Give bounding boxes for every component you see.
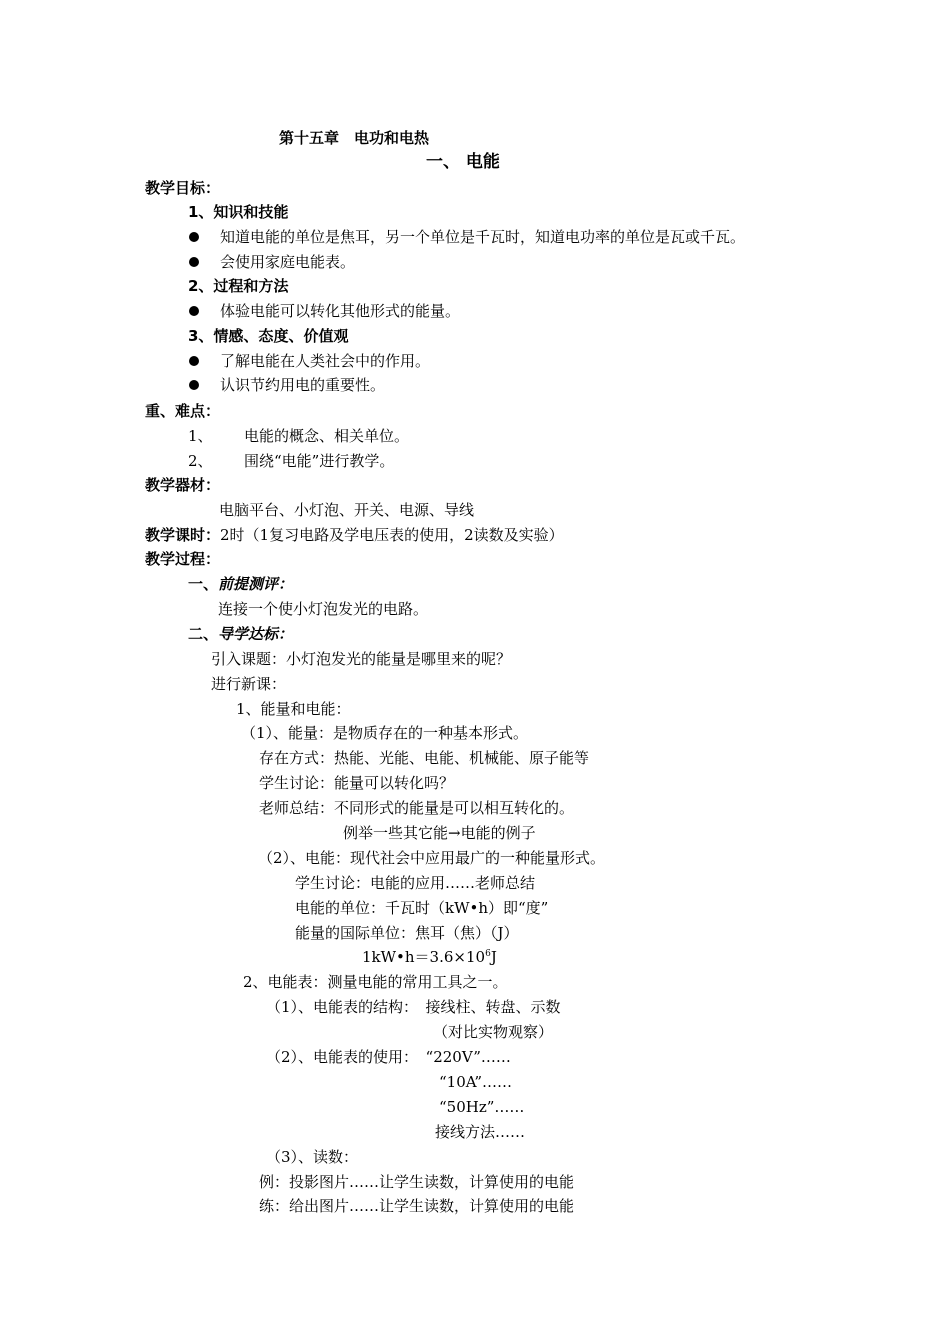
text-line: 电能的单位：千瓦时（kW•h）即“度” <box>295 899 549 917</box>
text-line: 例：投影图片……让学生读数，计算使用的电能 <box>259 1173 575 1191</box>
equipment-heading: 教学器材： <box>145 476 221 494</box>
key-point-number: 1、 <box>188 427 213 445</box>
objectives-heading: 教学目标： <box>145 179 221 197</box>
intro-line: 引入课题：小灯泡发光的能量是哪里来的呢？ <box>211 650 512 668</box>
text-line: 能量的国际单位：焦耳（焦）（J） <box>295 924 519 942</box>
key-point-text: 电能的概念、相关单位。 <box>244 427 410 445</box>
bullet-icon <box>189 356 199 366</box>
step-number: 二、 <box>188 625 219 643</box>
step-title: 导学达标： <box>218 625 294 643</box>
subtopic-reading: （3）、读数： <box>266 1148 359 1166</box>
step-text: 连接一个使小灯泡发光的电路。 <box>218 600 429 618</box>
text-line: 接线方法…… <box>435 1123 526 1141</box>
step-title: 前提测评： <box>218 575 294 593</box>
formula-base: 1kW•h＝3.6×10 <box>362 948 486 966</box>
objective-knowledge-heading: 1、知识和技能 <box>188 203 289 221</box>
process-step-1 <box>188 574 293 594</box>
topic-meter: 2、电能表：测量电能的常用工具之一。 <box>243 973 508 991</box>
bullet-icon <box>189 306 199 316</box>
formula-line <box>362 947 497 967</box>
formula-exponent: 6 <box>485 949 491 959</box>
process-heading: 教学过程： <box>145 550 221 568</box>
objective-values-heading: 3、情感、态度、价值观 <box>188 327 349 345</box>
objective-item: 会使用家庭电能表。 <box>220 253 356 271</box>
subtopic-meter-structure: （1）、电能表的结构： 接线柱、转盘、示数 <box>266 998 561 1016</box>
objective-item: 认识节约用电的重要性。 <box>220 376 386 394</box>
key-point-text: 围绕“电能”进行教学。 <box>244 452 395 470</box>
text-line: 例举一些其它能→电能的例子 <box>343 824 536 842</box>
topic-energy: 1、能量和电能： <box>236 700 351 718</box>
subtopic-meter-usage: （2）、电能表的使用： “220V”…… <box>266 1048 511 1066</box>
text-line: 学生讨论：电能的应用……老师总结 <box>295 874 536 892</box>
process-step-2 <box>188 624 293 644</box>
bullet-icon <box>189 232 199 242</box>
objective-process-heading: 2、过程和方法 <box>188 277 289 295</box>
text-line: 老师总结：不同形式的能量是可以相互转化的。 <box>259 799 575 817</box>
objective-item: 体验电能可以转化其他形式的能量。 <box>220 302 461 320</box>
chapter-title: 第十五章 电功和电热 <box>279 129 430 147</box>
hours-line <box>145 525 564 545</box>
objective-item: 了解电能在人类社会中的作用。 <box>220 352 431 370</box>
text-line: 存在方式：热能、光能、电能、机械能、原子能等 <box>259 749 590 767</box>
text-line: 学生讨论：能量可以转化吗？ <box>259 774 455 792</box>
text-line: （对比实物观察） <box>433 1023 554 1041</box>
equipment-text: 电脑平台、小灯泡、开关、电源、导线 <box>219 501 475 519</box>
bullet-icon <box>189 257 199 267</box>
new-lesson-line: 进行新课： <box>211 675 287 693</box>
section-title: 一、 电能 <box>426 152 500 172</box>
subtopic-electric-energy: （2）、电能：现代社会中应用最广的一种能量形式。 <box>258 849 606 867</box>
subtopic-energy: （1）、能量：是物质存在的一种基本形式。 <box>241 724 529 742</box>
step-number: 一、 <box>188 575 219 593</box>
text-line: “50Hz”…… <box>439 1098 525 1116</box>
hours-text: 2时（1复习电路及学电压表的使用，2读数及实验） <box>220 526 564 544</box>
key-point-number: 2、 <box>188 452 213 470</box>
objective-item: 知道电能的单位是焦耳，另一个单位是千瓦时，知道电功率的单位是瓦或千瓦。 <box>220 228 746 246</box>
hours-heading: 教学课时： <box>145 526 221 544</box>
key-points-heading: 重、难点： <box>145 402 221 420</box>
text-line: “10A”…… <box>439 1073 513 1091</box>
formula-unit: J <box>490 948 497 966</box>
bullet-icon <box>189 380 199 390</box>
text-line: 练：给出图片……让学生读数，计算使用的电能 <box>259 1197 575 1215</box>
